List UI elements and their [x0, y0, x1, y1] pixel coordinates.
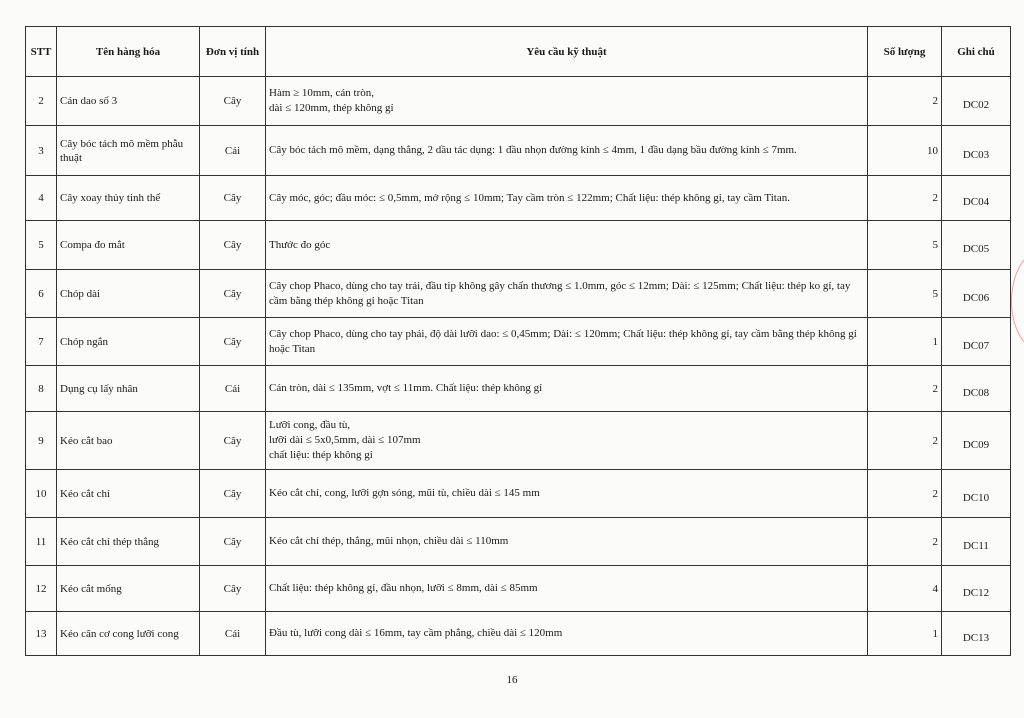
table-row: [26, 318, 1011, 366]
cell-quantity: 4: [868, 566, 942, 612]
page-number: 16: [506, 674, 518, 686]
cell-stt: 4: [26, 176, 57, 221]
table-row: [26, 470, 1011, 518]
cell-name: Kéo cắt chỉ thép thẳng: [57, 518, 200, 566]
cell-quantity: 5: [868, 221, 942, 270]
cell-requirements: Cây móc, góc; đầu móc: ≤ 0,5mm, mở rộng ≤ 10mm; Tay cầm tròn ≤ 122mm; Chất liệu: thép không gỉ, tay cầm Titan.: [266, 176, 868, 221]
header-note: Ghi chú: [942, 27, 1011, 77]
cell-note: [942, 366, 1011, 412]
cell-requirements: Hàm ≥ 10mm, cán tròn, dài ≤ 120mm, thép không gỉ: [266, 77, 868, 126]
note-code: DC08: [962, 386, 990, 399]
header-requirements: Yêu cầu kỹ thuật: [266, 27, 868, 77]
cell-quantity: 2: [868, 470, 942, 518]
cell-requirements: Cán tròn, dài ≤ 135mm, vợt ≤ 11mm. Chất liệu: thép không gỉ: [266, 366, 868, 412]
table-row: [26, 366, 1011, 412]
cell-note: [942, 612, 1011, 656]
cell-requirements: Thước đo góc: [266, 221, 868, 270]
cell-quantity: 1: [868, 318, 942, 366]
cell-name: Chóp dài: [57, 270, 200, 318]
header-stt: STT: [26, 27, 57, 77]
cell-stt: 9: [26, 412, 57, 470]
cell-unit: Cây: [200, 518, 266, 566]
cell-note: [942, 126, 1011, 176]
cell-requirements: Kéo cắt chỉ, cong, lưỡi gợn sóng, mũi tù, chiều dài ≤ 145 mm: [266, 470, 868, 518]
cell-stt: 3: [26, 126, 57, 176]
cell-unit: Cái: [200, 612, 266, 656]
cell-name: Cán dao số 3: [57, 77, 200, 126]
cell-unit: Cái: [200, 126, 266, 176]
cell-note: [942, 318, 1011, 366]
cell-quantity: 2: [868, 518, 942, 566]
cell-unit: Cây: [200, 318, 266, 366]
cell-requirements: Đầu tù, lưỡi cong dài ≤ 16mm, tay cầm phẳng, chiều dài ≤ 120mm: [266, 612, 868, 656]
cell-unit: Cái: [200, 366, 266, 412]
cell-note: [942, 270, 1011, 318]
cell-requirements: Cây bóc tách mô mềm, dạng thẳng, 2 dầu tác dụng: 1 đầu nhọn đường kính ≤ 4mm, 1 đầu dạng bầu đường kính ≤ 7mm.: [266, 126, 868, 176]
cell-quantity: 1: [868, 612, 942, 656]
cell-stt: 10: [26, 470, 57, 518]
cell-stt: 7: [26, 318, 57, 366]
cell-note: [942, 566, 1011, 612]
note-code: DC09: [962, 438, 990, 451]
note-code: DC03: [962, 148, 990, 161]
note-code: DC11: [963, 539, 989, 552]
cell-unit: Cây: [200, 412, 266, 470]
note-code: DC10: [962, 491, 990, 504]
table-header-row: [26, 27, 1011, 77]
table-row: [26, 270, 1011, 318]
cell-unit: Cây: [200, 566, 266, 612]
cell-stt: 2: [26, 77, 57, 126]
note-code: DC04: [962, 196, 990, 208]
header-quantity: Số lượng: [868, 27, 942, 77]
cell-stt: 11: [26, 518, 57, 566]
cell-name: Chóp ngắn: [57, 318, 200, 366]
cell-stt: 8: [26, 366, 57, 412]
cell-requirements: Cây chop Phaco, dùng cho tay phải, độ dài lưỡi dao: ≤ 0,45mm; Dài: ≤ 120mm; Chất liệu: thép không gỉ, tay cầm bằng thép không gỉ hoặc Titan: [266, 318, 868, 366]
cell-name: Kéo cắt chỉ: [57, 470, 200, 518]
table-row: [26, 612, 1011, 656]
cell-note: [942, 221, 1011, 270]
cell-quantity: 2: [868, 366, 942, 412]
cell-quantity: 10: [868, 126, 942, 176]
table-row: [26, 176, 1011, 221]
table-row: [26, 566, 1011, 612]
cell-unit: Cây: [200, 221, 266, 270]
table-row: [26, 412, 1011, 470]
cell-name: Dụng cụ lấy nhân: [57, 366, 200, 412]
cell-stt: 6: [26, 270, 57, 318]
note-code: DC06: [962, 291, 990, 304]
cell-name: Cây xoay thủy tinh thể: [57, 176, 200, 221]
table-row: [26, 126, 1011, 176]
header-name: Tên hàng hóa: [57, 27, 200, 77]
table-row: [26, 221, 1011, 270]
red-stamp: [1011, 250, 1024, 352]
cell-unit: Cây: [200, 176, 266, 221]
note-code: DC05: [962, 243, 990, 255]
cell-note: [942, 470, 1011, 518]
cell-note: [942, 77, 1011, 126]
cell-quantity: 2: [868, 176, 942, 221]
cell-name: Kéo cắt mống: [57, 566, 200, 612]
cell-unit: Cây: [200, 270, 266, 318]
cell-note: [942, 412, 1011, 470]
note-code: DC13: [962, 631, 990, 644]
cell-stt: 13: [26, 612, 57, 656]
cell-requirements: Chất liệu: thép không gỉ, đầu nhọn, lưỡi ≤ 8mm, dài ≤ 85mm: [266, 566, 868, 612]
table-row: [26, 518, 1011, 566]
cell-note: [942, 176, 1011, 221]
cell-note: [942, 518, 1011, 566]
cell-unit: Cây: [200, 77, 266, 126]
cell-name: Cây bóc tách mô mềm phẫu thuật: [57, 126, 200, 176]
note-code: DC07: [962, 339, 990, 352]
cell-quantity: 5: [868, 270, 942, 318]
cell-name: Kéo cắt bao: [57, 412, 200, 470]
cell-unit: Cây: [200, 470, 266, 518]
note-code: DC02: [962, 99, 990, 111]
table-row: [26, 77, 1011, 126]
cell-requirements: Kéo cắt chỉ thép, thẳng, mũi nhọn, chiều dài ≤ 110mm: [266, 518, 868, 566]
cell-requirements: Lưỡi cong, đầu tù, lưỡi dài ≤ 5x0,5mm, dài ≤ 107mm chất liệu: thép không gỉ: [266, 412, 868, 470]
cell-quantity: 2: [868, 412, 942, 470]
note-code: DC12: [962, 586, 990, 599]
header-unit: Đơn vị tính: [200, 27, 266, 77]
cell-quantity: 2: [868, 77, 942, 126]
cell-name: Kéo cân cơ cong lưỡi cong: [57, 612, 200, 656]
cell-stt: 12: [26, 566, 57, 612]
cell-name: Compa đo mắt: [57, 221, 200, 270]
cell-requirements: Cây chop Phaco, dùng cho tay trái, đầu tip không gây chấn thương ≤ 1.0mm, góc ≤ 12mm; Dài: ≤ 125mm; Chất liệu: thép ko gỉ, tay cầm bằng thép không gỉ hoặc Titan: [266, 270, 868, 318]
technical-spec-table: [25, 26, 1011, 656]
cell-stt: 5: [26, 221, 57, 270]
